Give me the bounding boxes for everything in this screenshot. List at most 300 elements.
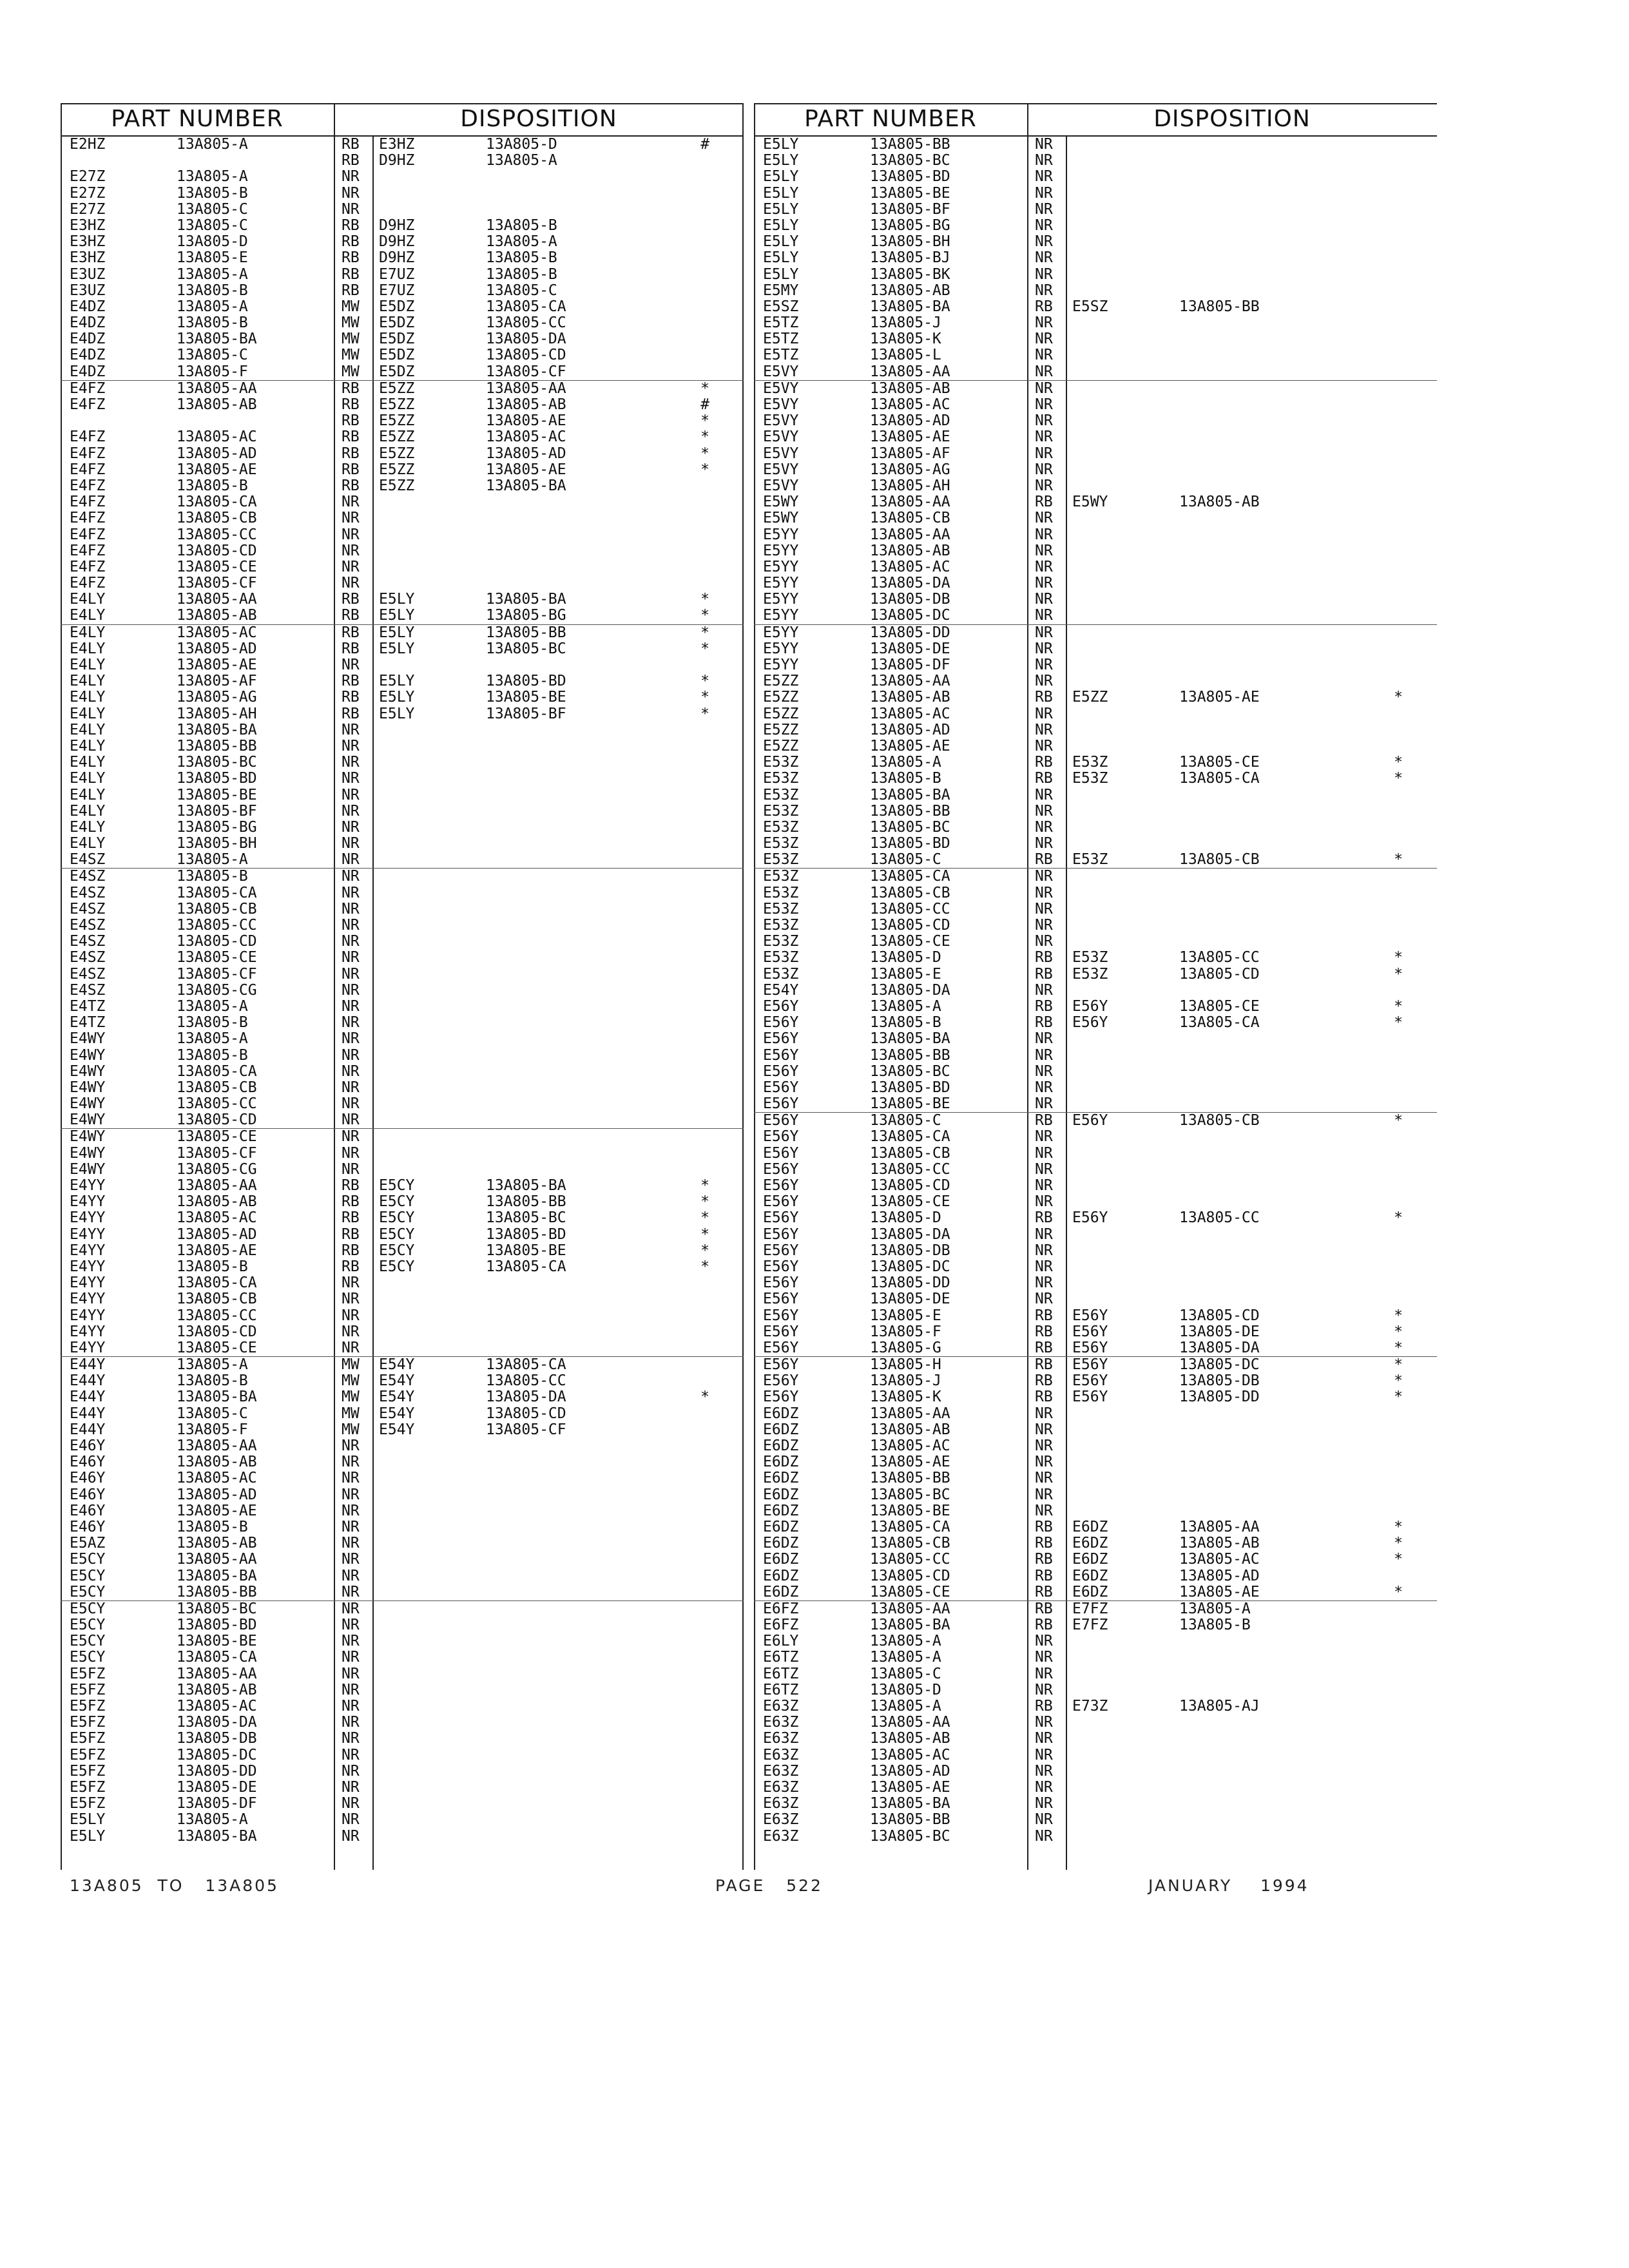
table-row: [61, 1291, 744, 1307]
disposition-model: E54Y: [379, 1372, 415, 1390]
model-code: E4YY: [70, 1339, 106, 1356]
disposition-code: NR: [1035, 1258, 1053, 1275]
disposition-code: MW: [342, 1389, 360, 1406]
model-code: E5YY: [763, 657, 799, 673]
table-row: [61, 559, 744, 575]
table-row: [61, 1698, 744, 1715]
model-code: E4WY: [70, 1095, 106, 1113]
note-mark: *: [700, 445, 709, 462]
disposition-part: 13A805-B: [1179, 1617, 1251, 1634]
model-code: E53Z: [763, 770, 799, 787]
table-row: [754, 283, 1437, 299]
model-code: E4TZ: [70, 997, 106, 1015]
disposition-code: RB: [1035, 1112, 1053, 1129]
disposition-code: RB: [1035, 1014, 1053, 1032]
model-code: E4FZ: [70, 380, 106, 397]
disposition-code: NR: [1035, 1778, 1053, 1796]
disposition-code: RB: [342, 216, 360, 234]
note-mark: *: [700, 1242, 709, 1259]
disposition-part: 13A805-BB: [1179, 298, 1260, 315]
disposition-code: NR: [1035, 591, 1053, 608]
part-number: 13A805-CA: [177, 884, 257, 901]
table-row: [61, 1747, 744, 1763]
table-row: [754, 153, 1437, 169]
table-row: [754, 1666, 1437, 1682]
disposition-code: RB: [342, 136, 360, 153]
table-row: [754, 1373, 1437, 1389]
disposition-code: NR: [342, 965, 360, 983]
table-row: [61, 591, 744, 608]
table-row: [61, 1454, 744, 1470]
model-code: E6DZ: [763, 1421, 799, 1438]
disposition-code: RB: [342, 607, 360, 624]
part-number: 13A805-AB: [177, 396, 257, 413]
table-row: [61, 1763, 744, 1780]
part-number: 13A805-AA: [870, 494, 950, 511]
model-code: E4DZ: [70, 363, 106, 380]
table-row: [754, 267, 1437, 283]
table-row: [754, 657, 1437, 673]
table-row: [61, 820, 744, 836]
footer-date: JANUARY 1994: [1148, 1876, 1309, 1895]
note-mark: *: [1394, 1389, 1403, 1406]
model-code: E4WY: [70, 1030, 106, 1048]
part-number: 13A805-DC: [870, 607, 950, 624]
model-code: E5SZ: [763, 298, 799, 315]
model-code: E4LY: [70, 624, 106, 641]
disposition-model: D9HZ: [379, 249, 415, 267]
disposition-code: NR: [1035, 737, 1053, 754]
disposition-code: NR: [1035, 1681, 1053, 1698]
model-code: E5VY: [763, 396, 799, 413]
table-row: [61, 137, 744, 153]
model-code: E4SZ: [70, 917, 106, 934]
disposition-model: E56Y: [1072, 1307, 1108, 1324]
table-row: [61, 1584, 744, 1601]
table-row: [61, 950, 744, 966]
table-row: [61, 1194, 744, 1210]
disposition-code: MW: [342, 347, 360, 364]
disposition-code: NR: [342, 884, 360, 901]
disposition-model: E53Z: [1072, 754, 1108, 771]
model-code: E5LY: [763, 249, 799, 267]
part-number: 13A805-A: [177, 1356, 248, 1374]
model-code: E56Y: [763, 1112, 799, 1129]
model-code: E56Y: [763, 1291, 799, 1308]
disposition-code: MW: [342, 1356, 360, 1374]
table-row: [61, 934, 744, 950]
table-row: [61, 1243, 744, 1259]
disposition-model: E5CY: [379, 1177, 415, 1194]
part-number: 13A805-AC: [870, 705, 950, 722]
table-row: [754, 1617, 1437, 1633]
disposition-part: 13A805-DD: [1179, 1389, 1260, 1406]
model-code: E44Y: [70, 1421, 106, 1438]
table-row: [754, 1080, 1437, 1096]
disposition-code: NR: [342, 1698, 360, 1715]
disposition-part: 13A805-DE: [1179, 1323, 1260, 1340]
table-row: [61, 999, 744, 1015]
table-row: [61, 1715, 744, 1731]
model-code: E4LY: [70, 818, 106, 836]
model-code: E44Y: [70, 1372, 106, 1390]
table-row: [61, 1357, 744, 1373]
table-row: [754, 771, 1437, 787]
part-number: 13A805-BA: [177, 721, 257, 738]
disposition-code: NR: [342, 1095, 360, 1113]
disposition-part: 13A805-DB: [1179, 1372, 1260, 1390]
model-code: E56Y: [763, 1323, 799, 1340]
model-code: E5YY: [763, 624, 799, 641]
disposition-code: NR: [342, 1502, 360, 1519]
model-code: E4LY: [70, 770, 106, 787]
part-number: 13A805-AA: [870, 526, 950, 543]
part-number: 13A805-C: [870, 1112, 941, 1129]
disposition-part: 13A805-CE: [1179, 754, 1260, 771]
part-number: 13A805-AA: [177, 1177, 257, 1194]
part-number-heading: PART NUMBER: [804, 106, 977, 132]
disposition-code: NR: [342, 1583, 360, 1600]
part-number: 13A805-CG: [177, 981, 257, 999]
disposition-part: 13A805-BA: [486, 591, 566, 608]
disposition-code: NR: [342, 1128, 360, 1146]
disposition-model: E5DZ: [379, 314, 415, 332]
part-number: 13A805-CB: [177, 1079, 257, 1096]
table-row: [61, 852, 744, 869]
part-number: 13A805-BA: [870, 786, 950, 803]
table-row: [754, 1584, 1437, 1601]
table-row: [61, 1487, 744, 1503]
table-row: [61, 1064, 744, 1080]
model-code: E6DZ: [763, 1502, 799, 1519]
disposition-code: RB: [1035, 298, 1053, 315]
table-row: [754, 169, 1437, 185]
disposition-code: MW: [342, 298, 360, 315]
part-number: 13A805-A: [177, 265, 248, 283]
model-code: E5LY: [763, 152, 799, 169]
disposition-code: NR: [1035, 1762, 1053, 1780]
disposition-code: RB: [1035, 949, 1053, 966]
part-number: 13A805-L: [870, 347, 941, 364]
table-row: [754, 1535, 1437, 1552]
disposition-model: E54Y: [379, 1405, 415, 1422]
disposition-model: E56Y: [1072, 1356, 1108, 1374]
part-number: 13A805-CE: [177, 558, 257, 575]
table-row: [61, 722, 744, 738]
model-code: E5VY: [763, 477, 799, 494]
table-row: [61, 608, 744, 624]
model-code: E53Z: [763, 818, 799, 836]
table-row: [754, 413, 1437, 429]
part-number: 13A805-BJ: [870, 249, 950, 267]
table-row: [754, 1015, 1437, 1031]
model-code: E3HZ: [70, 233, 106, 251]
part-number: 13A805-A: [177, 1811, 248, 1829]
table-row: [61, 689, 744, 706]
table-row: [754, 1194, 1437, 1210]
model-code: E63Z: [763, 1827, 799, 1845]
disposition-model: E56Y: [1072, 1372, 1108, 1390]
model-code: E5CY: [70, 1551, 106, 1568]
model-code: E4LY: [70, 673, 106, 690]
table-row: [61, 1829, 744, 1845]
note-mark: *: [700, 1225, 709, 1243]
part-number: 13A805-D: [870, 1209, 941, 1227]
part-number: 13A805-BD: [870, 168, 950, 186]
disposition-code: NR: [1035, 1437, 1053, 1454]
disposition-part: 13A805-CA: [1179, 770, 1260, 787]
model-code: E6DZ: [763, 1405, 799, 1422]
disposition-code: NR: [342, 542, 360, 559]
model-code: E4LY: [70, 802, 106, 820]
disposition-model: E5WY: [1072, 494, 1108, 511]
part-number: 13A805-AA: [870, 363, 950, 380]
model-code: E5AZ: [70, 1535, 106, 1552]
table-row: [754, 738, 1437, 754]
table-row: [754, 1796, 1437, 1812]
table-row: [61, 706, 744, 722]
disposition-code: NR: [1035, 1193, 1053, 1211]
table-row: [754, 706, 1437, 722]
disposition-model: E5LY: [379, 705, 415, 722]
model-code: E53Z: [763, 802, 799, 820]
table-row: [754, 397, 1437, 413]
table-row: [61, 1146, 744, 1162]
part-number: 13A805-BH: [870, 233, 950, 251]
table-row: [61, 413, 744, 429]
disposition-code: NR: [342, 510, 360, 527]
disposition-code: NR: [1035, 802, 1053, 820]
model-code: E5CY: [70, 1649, 106, 1666]
disposition-model: E53Z: [1072, 949, 1108, 966]
part-number: 13A805-AB: [870, 1730, 950, 1747]
part-number: 13A805-A: [870, 997, 941, 1015]
part-number: 13A805-BC: [177, 754, 257, 771]
part-number: 13A805-BK: [870, 265, 950, 283]
part-number: 13A805-BE: [177, 1633, 257, 1650]
disposition-code: NR: [1035, 835, 1053, 852]
table-row: [61, 1096, 744, 1112]
table-row: [61, 918, 744, 934]
part-number: 13A805-AF: [177, 673, 257, 690]
table-row: [754, 689, 1437, 706]
note-mark: *: [700, 591, 709, 608]
model-code: E4YY: [70, 1323, 106, 1340]
table-row: [61, 347, 744, 363]
right-table: [754, 103, 1437, 1870]
disposition-part: 13A805-AC: [1179, 1551, 1260, 1568]
table-row: [61, 803, 744, 820]
disposition-code: NR: [1035, 168, 1053, 186]
table-row: [61, 1259, 744, 1275]
table-row: [754, 1389, 1437, 1405]
model-code: E53Z: [763, 917, 799, 934]
disposition-code: NR: [342, 1062, 360, 1080]
model-code: E4YY: [70, 1193, 106, 1211]
part-number: 13A805-B: [177, 1258, 248, 1275]
part-number: 13A805-DB: [870, 1242, 950, 1259]
part-number: 13A805-CA: [870, 1518, 950, 1535]
note-mark: *: [1394, 1323, 1403, 1340]
part-number: 13A805-AA: [870, 1405, 950, 1422]
part-number: 13A805-CC: [870, 900, 950, 918]
model-code: E56Y: [763, 1193, 799, 1211]
table-row: [754, 999, 1437, 1015]
disposition-code: RB: [342, 673, 360, 690]
table-row: [61, 1048, 744, 1064]
part-number: 13A805-AD: [870, 1762, 950, 1780]
part-number: 13A805-AC: [870, 558, 950, 575]
disposition-part: 13A805-B: [486, 265, 557, 283]
disposition-model: E6DZ: [1072, 1535, 1108, 1552]
disposition-model: E6DZ: [1072, 1567, 1108, 1584]
part-number: 13A805-AD: [177, 640, 257, 657]
model-code: E5FZ: [70, 1698, 106, 1715]
disposition-part: 13A805-AE: [1179, 1583, 1260, 1600]
disposition-code: NR: [342, 1079, 360, 1096]
table-row: [754, 315, 1437, 331]
table-row: [754, 1763, 1437, 1780]
disposition-model: E5LY: [379, 591, 415, 608]
table-row: [754, 1178, 1437, 1194]
model-code: E53Z: [763, 868, 799, 885]
disposition-code: NR: [1035, 1242, 1053, 1259]
model-code: E5LY: [763, 265, 799, 283]
disposition-code: NR: [342, 1470, 360, 1487]
disposition-part: 13A805-BB: [486, 1193, 566, 1211]
model-code: E4LY: [70, 705, 106, 722]
part-number: 13A805-D: [870, 1681, 941, 1698]
model-code: E4YY: [70, 1209, 106, 1227]
model-code: E4FZ: [70, 526, 106, 543]
left-rows: [61, 137, 744, 1845]
table-row: [754, 641, 1437, 657]
part-number: 13A805-CB: [870, 1535, 950, 1552]
table-row: [61, 641, 744, 657]
part-number: 13A805-C: [177, 347, 248, 364]
disposition-part: 13A805-AD: [486, 445, 566, 462]
table-row: [754, 1146, 1437, 1162]
model-code: E53Z: [763, 965, 799, 983]
model-code: E5YY: [763, 542, 799, 559]
disposition-code: MW: [342, 363, 360, 380]
disposition-part: 13A805-BA: [486, 477, 566, 494]
table-row: [754, 1649, 1437, 1666]
model-code: E5VY: [763, 363, 799, 380]
footer-page-number: PAGE 522: [715, 1876, 823, 1895]
model-code: E46Y: [70, 1470, 106, 1487]
table-row: [61, 1633, 744, 1649]
model-code: E44Y: [70, 1405, 106, 1422]
model-code: E4DZ: [70, 347, 106, 364]
part-number: 13A805-DA: [870, 1225, 950, 1243]
table-row: [754, 1568, 1437, 1584]
table-row: [61, 1519, 744, 1535]
disposition-code: NR: [342, 818, 360, 836]
part-number: 13A805-CB: [870, 884, 950, 901]
disposition-model: E56Y: [1072, 1323, 1108, 1340]
note-mark: *: [1394, 1209, 1403, 1227]
part-number: 13A805-AD: [870, 721, 950, 738]
part-number: 13A805-CB: [870, 1144, 950, 1162]
table-row: [61, 299, 744, 315]
disposition-code: NR: [1035, 607, 1053, 624]
part-number: 13A805-AB: [870, 282, 950, 299]
table-row: [754, 1552, 1437, 1568]
model-code: E6FZ: [763, 1617, 799, 1634]
model-code: E56Y: [763, 1339, 799, 1356]
disposition-code: RB: [1035, 754, 1053, 771]
table-row: [754, 1698, 1437, 1715]
disposition-model: E7FZ: [1072, 1600, 1108, 1617]
model-code: E4FZ: [70, 461, 106, 478]
note-mark: *: [1394, 1356, 1403, 1374]
disposition-part: 13A805-AC: [486, 428, 566, 446]
part-number: 13A805-BE: [870, 184, 950, 202]
model-code: E4YY: [70, 1242, 106, 1259]
table-row: [61, 543, 744, 559]
part-number: 13A805-DE: [870, 640, 950, 657]
table-row: [61, 1373, 744, 1389]
table-row: [61, 510, 744, 526]
part-number: 13A805-BA: [870, 1795, 950, 1812]
model-code: E5YY: [763, 558, 799, 575]
part-number: 13A805-A: [870, 1649, 941, 1666]
disposition-code: RB: [1035, 1389, 1053, 1406]
part-number: 13A805-CD: [870, 917, 950, 934]
disposition-model: E3HZ: [379, 136, 415, 153]
model-code: E4YY: [70, 1274, 106, 1292]
disposition-part: 13A805-AE: [486, 461, 566, 478]
disposition-part: 13A805-BE: [486, 1242, 566, 1259]
disposition-code: NR: [342, 1567, 360, 1584]
model-code: E6TZ: [763, 1665, 799, 1682]
note-mark: *: [1394, 997, 1403, 1015]
part-number: 13A805-K: [870, 331, 941, 348]
disposition-code: NR: [342, 1665, 360, 1682]
table-row: [754, 1780, 1437, 1796]
model-code: E44Y: [70, 1389, 106, 1406]
part-number: 13A805-BB: [870, 1470, 950, 1487]
part-number: 13A805-CD: [177, 1323, 257, 1340]
part-number: 13A805-B: [177, 477, 248, 494]
disposition-model: D9HZ: [379, 216, 415, 234]
disposition-code: NR: [342, 802, 360, 820]
model-code: E4WY: [70, 1046, 106, 1064]
table-row: [61, 1324, 744, 1340]
disposition-code: RB: [342, 705, 360, 722]
disposition-code: NR: [342, 1160, 360, 1178]
model-code: E4LY: [70, 689, 106, 706]
model-code: E3HZ: [70, 249, 106, 267]
disposition-code: RB: [1035, 1356, 1053, 1374]
disposition-model: E53Z: [1072, 770, 1108, 787]
disposition-code: RB: [1035, 1339, 1053, 1356]
part-number: 13A805-BA: [870, 1617, 950, 1634]
model-code: E5CY: [70, 1583, 106, 1600]
disposition-part: 13A805-B: [486, 249, 557, 267]
disposition-model: E53Z: [1072, 851, 1108, 869]
part-number: 13A805-E: [870, 1307, 941, 1324]
disposition-part: 13A805-DA: [1179, 1339, 1260, 1356]
part-number: 13A805-CC: [870, 1160, 950, 1178]
part-number: 13A805-B: [177, 314, 248, 332]
model-code: E4YY: [70, 1291, 106, 1308]
part-number: 13A805-BA: [870, 298, 950, 315]
part-number: 13A805-BE: [870, 1095, 950, 1113]
table-row: [754, 625, 1437, 641]
table-row: [61, 836, 744, 852]
